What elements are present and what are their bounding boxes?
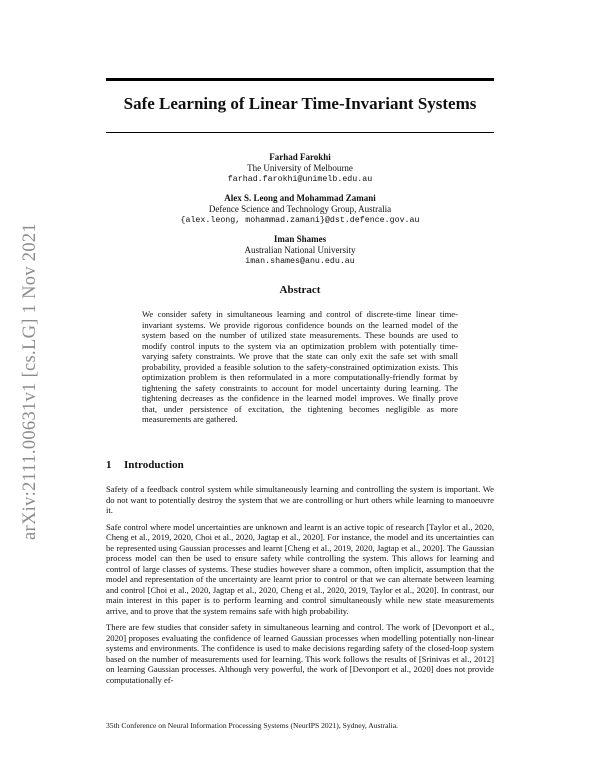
title-rule-bottom — [106, 132, 494, 133]
title-rule-top — [106, 78, 494, 81]
author-affiliation: Defence Science and Technology Group, Australia — [208, 204, 392, 214]
paragraph: There are few studies that consider safety in simultaneous learning and control. The work of [Devonport et al., 2020] proposes evaluating the confidence of learned Gaussian processes when modelling potentially non-linear systems and environments. The confidence is used to make decisions regarding safety of the closed-loop system based on the number of measurements used for learning. This work follows the results of [Srinivas et al., 2012] on learning Gaussian processes. Although very powerful, the work of [Devonport et al., 2020] does not provide computationally ef- — [106, 622, 494, 685]
author-email: iman.shames@anu.edu.au — [245, 257, 355, 266]
arxiv-side-stamp: arXiv:2111.00631v1 [cs.LG] 1 Nov 2021 — [20, 223, 40, 540]
section-number: 1 — [106, 459, 112, 471]
author-email: farhad.farokhi@unimelb.edu.au — [227, 175, 373, 184]
conference-footnote: 35th Conference on Neural Information Processing Systems (NeurIPS 2021), Sydney, Australia. — [106, 721, 399, 730]
section-body — [106, 484, 494, 691]
abstract-heading: Abstract — [279, 284, 321, 296]
section-heading — [106, 459, 184, 471]
author-list — [106, 152, 494, 275]
author-name: Alex S. Leong and Mohammad Zamani — [224, 193, 376, 203]
author-block — [106, 193, 494, 226]
author-email: {alex.leong, mohammad.zamani}@dst.defence.gov.au — [180, 216, 420, 225]
paper-title: Safe Learning of Linear Time-Invariant Systems — [123, 94, 477, 113]
section-title: Introduction — [124, 459, 184, 471]
paragraph: Safe control where model uncertainties are unknown and learnt is an active topic of research [Taylor et al., 2020, Cheng et al., 2019, 2020, Choi et al., 2020, Jagtap et al., 2020]. For instance, the model and its uncertainties can be represented using Gaussian processes and learnt [Cheng et al., 2019, 2020, Jagtap et al., 2020]. The Gaussian process model can then be used to ensure safety while controlling the system. This allows for learning and control of large classes of systems. These studies however share a common, often implicit, assumption that the model and representation of the uncertainty are learnt prior to control or that we can alternate between learning and control [Choi et al., 2020, Jagtap et al., 2020, Cheng et al., 2020, 2019, Taylor et al., 2020]. In contrast, our main interest in this paper is to perform learning and control simultaneously while new state measurements arrive, and to prove that the system remains safe with high probability. — [106, 521, 494, 616]
author-name: Iman Shames — [273, 234, 327, 244]
author-affiliation: The University of Melbourne — [247, 163, 353, 173]
author-block — [106, 152, 494, 185]
author-name: Farhad Farokhi — [269, 152, 331, 162]
abstract-text: We consider safety in simultaneous learning and control of discrete-time linear time-invariant systems. We provide rigorous confidence bounds on the learned model of the system based on the number of utilized state measurements. These bounds are used to modify control inputs to the system via an optimization problem with potentially time-varying safety constraints. We prove that the state can only exit the safe set with small probability, provided a feasible solution to the safety-constrained optimization exists. This optimization problem is then reformulated in a more computationally-friendly format by tightening the safety constraints to account for model uncertainty during learning. The tightening decreases as the confidence in the learned model improves. We finally prove that, under persistence of excitation, the tightening becomes negligible as more measurements are gathered. — [142, 309, 458, 424]
author-block — [106, 234, 494, 267]
author-affiliation: Australian National University — [244, 245, 356, 255]
paragraph: Safety of a feedback control system while simultaneously learning and controlling the system is important. We do not want to potentially destroy the system that we are controlling or hurt others while learning to manoeuvre it. — [106, 484, 494, 515]
